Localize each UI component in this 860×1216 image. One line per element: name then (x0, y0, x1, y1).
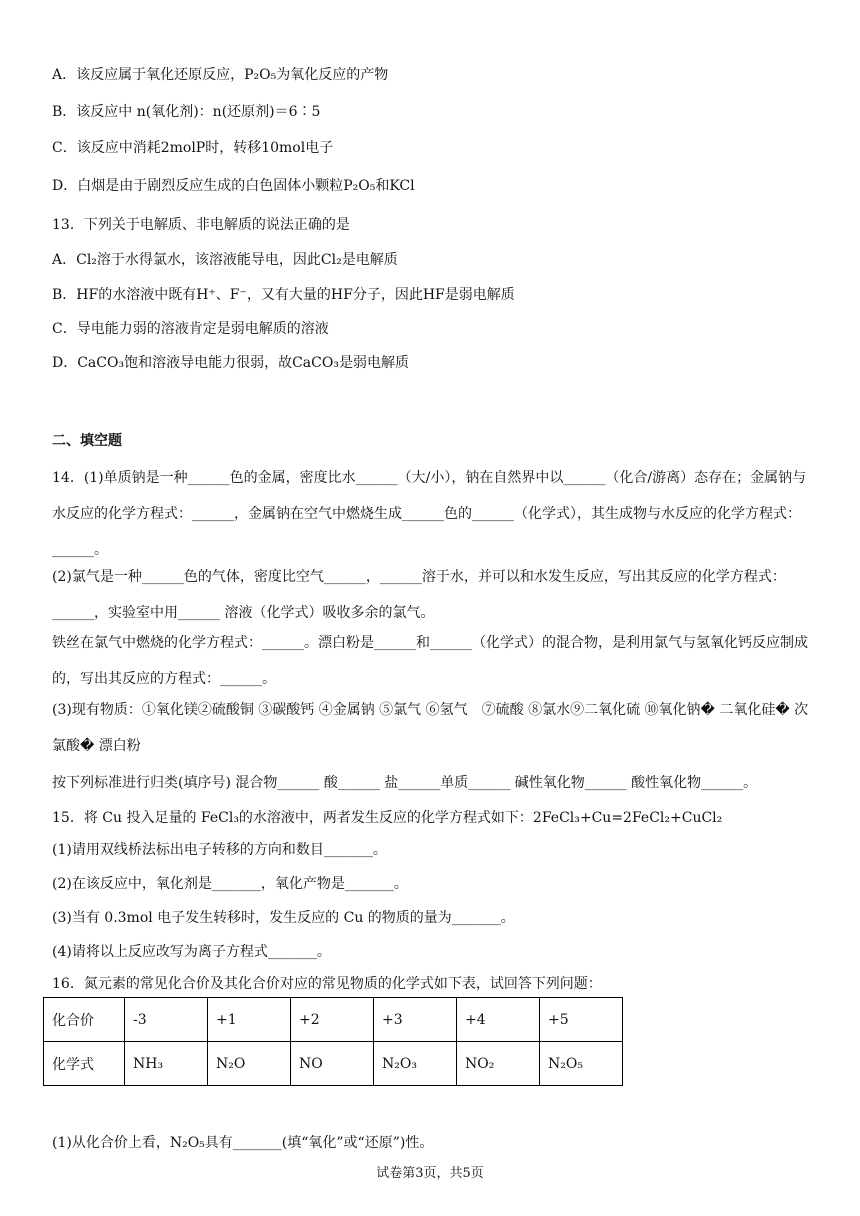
question-15-stem: 15．将 Cu 投入足量的 FeCl₃的水溶液中，两者发生反应的化学方程式如下：2FeCl₃+Cu=2FeCl₂+CuCl₂ (52, 810, 723, 826)
question-16-sub1: (1)从化合价上看，N₂O₅具有_______(填“氧化”或“还原”)性。 (52, 1135, 434, 1151)
table-cell: 化合价 (44, 998, 125, 1042)
question-14-part2: (2)氯气是一种______色的气体，密度比空气______，______溶于水，并可以和水发生反应，写出其反应的化学方程式：______，实验室中用______ 溶液（化学式）吸收多余的氯气。 (52, 569, 786, 621)
option-c-13: C．导电能力弱的溶液肯定是弱电解质的溶液 (52, 321, 329, 337)
question-16-stem: 16．氮元素的常见化合价及其化合价对应的常见物质的化学式如下表，试回答下列问题： (52, 976, 602, 992)
question-14-part3: 铁丝在氯气中燃烧的化学方程式：______。漂白粉是______和______（化学式）的混合物，是利用氯气与氢氧化钙反应制成的，写出其反应的方程式：______。 (52, 635, 808, 687)
question-14-part5: 按下列标准进行归类(填序号) 混合物______ 酸______ 盐______单质______ 碱性氧化物______ 酸性氧化物______。 (52, 775, 758, 791)
question-15-sub4: (4)请将以上反应改写为离子方程式_______。 (52, 944, 331, 960)
option-c-12: C．该反应中消耗2molP时，转移10mol电子 (52, 140, 334, 156)
question-15-sub3: (3)当有 0.3mol 电子发生转移时，发生反应的 Cu 的物质的量为_______。 (52, 910, 515, 926)
question-13-stem: 13．下列关于电解质、非电解质的说法正确的是 (52, 217, 350, 233)
option-d-12: D．白烟是由于剧烈反应生成的白色固体小颗粒P₂O₅和KCl (52, 178, 415, 194)
table-cell: N₂O₅ (540, 1042, 623, 1086)
table-row (44, 1042, 623, 1086)
table-cell: N₂O₃ (374, 1042, 457, 1086)
table-cell: +1 (208, 998, 291, 1042)
question-15-sub2: (2)在该反应中，氧化剂是_______，氧化产物是_______。 (52, 876, 408, 892)
question-14-part4: (3)现有物质：①氧化镁②硫酸铜 ③碳酸钙 ④金属钠 ⑤氯气 ⑥氢气 ⑦硫酸 ⑧氯水⑨二氧化硫 ⑩氧化钠� 二氧化硅� 次氯酸� 漂白粉 (52, 702, 809, 754)
section-title: 二、填空题 (52, 433, 122, 449)
option-b-12: B．该反应中 n(氧化剂)：n(还原剂)＝6∶5 (52, 104, 321, 120)
table-cell: NH₃ (125, 1042, 208, 1086)
option-a-12: A．该反应属于氧化还原反应，P₂O₅为氧化反应的产物 (52, 67, 389, 83)
table-cell: NO₂ (457, 1042, 540, 1086)
table-row (44, 998, 623, 1042)
table-cell: +4 (457, 998, 540, 1042)
question-14-part1: 14．(1)单质钠是一种______色的金属，密度比水______（大/小），钠在自然界中以______（化合/游离）态存在；金属钠与水反应的化学方程式：______，金属钠在空气中燃烧生成______色的______（化学式），其生成物与水反应的化学方程式：______。 (52, 470, 807, 558)
table-cell: 化学式 (44, 1042, 125, 1086)
table-cell: +3 (374, 998, 457, 1042)
table-cell: +5 (540, 998, 623, 1042)
oxidation-state-table (43, 997, 623, 1086)
table-cell: NO (291, 1042, 374, 1086)
option-a-13: A．Cl₂溶于水得氯水，该溶液能导电，因此Cl₂是电解质 (52, 252, 398, 268)
page-footer: 试卷第3页，共5页 (376, 1166, 484, 1181)
table-cell: -3 (125, 998, 208, 1042)
table-cell: N₂O (208, 1042, 291, 1086)
option-d-13: D．CaCO₃饱和溶液导电能力很弱，故CaCO₃是弱电解质 (52, 355, 409, 371)
option-b-13: B．HF的水溶液中既有H⁺、F⁻，又有大量的HF分子，因此HF是弱电解质 (52, 287, 515, 303)
table-cell: +2 (291, 998, 374, 1042)
question-15-sub1: (1)请用双线桥法标出电子转移的方向和数目_______。 (52, 842, 387, 858)
